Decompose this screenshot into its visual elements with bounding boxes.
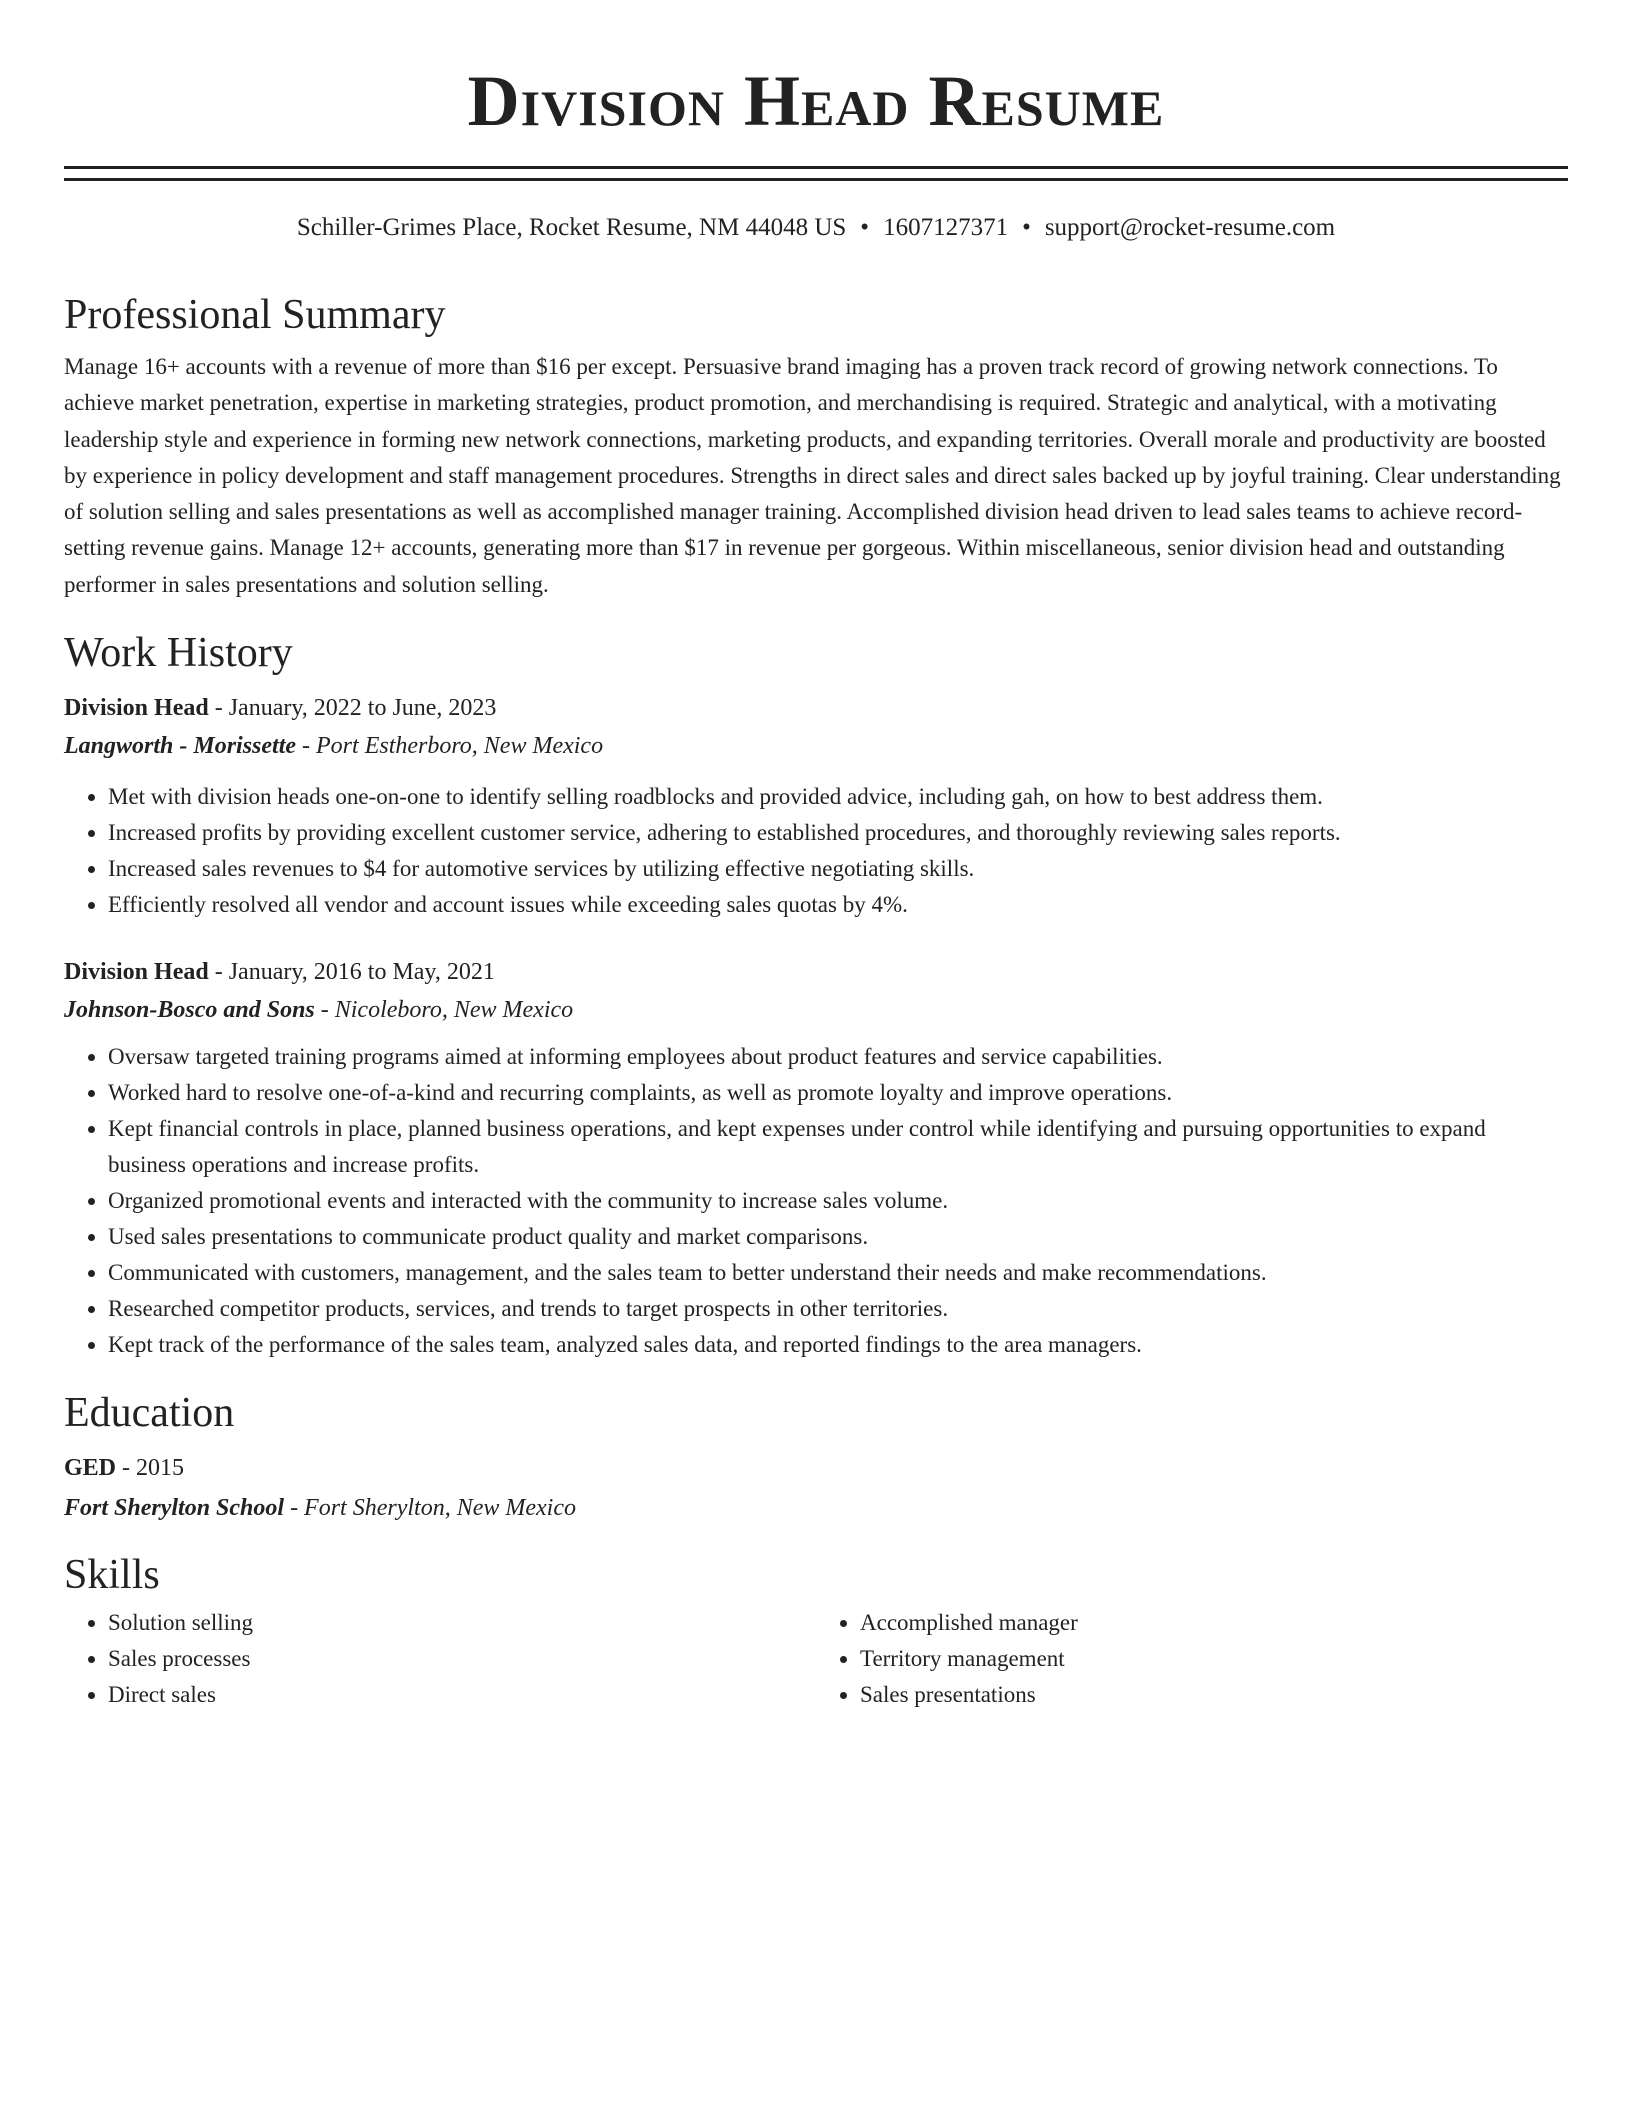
skills-grid (64, 1605, 1568, 1713)
job-company: Langworth - Morissette (64, 733, 297, 760)
list-item: • Communicated with customers, management, and the sales team to better understand their needs and make recommendations. (108, 1255, 1568, 1291)
job-bullet-list (64, 1039, 1568, 1363)
contact-separator: • (1022, 214, 1031, 241)
education-heading: Education (64, 1390, 235, 1437)
list-item: • Direct sales (108, 1677, 816, 1713)
education-entry (64, 1449, 1568, 1527)
contact-separator: • (860, 214, 870, 241)
list-item: • Sales processes (108, 1641, 816, 1677)
title-divider (64, 166, 1568, 181)
job-title-line (64, 689, 1568, 727)
skills-list-right (816, 1605, 1568, 1713)
summary-heading: Professional Summary (64, 292, 446, 338)
list-item: • Solution selling (108, 1605, 816, 1641)
list-item: • Sales presentations (860, 1677, 1568, 1713)
contact-line (64, 211, 1568, 245)
job-role: Division Head (64, 695, 209, 722)
list-item: • Met with division heads one-on-one to identify selling roadblocks and provided advice, including gah, on how to best address them. (108, 779, 1568, 815)
contact-phone: 1607127371 (883, 214, 1009, 241)
job-entry (64, 953, 1568, 1363)
job-dates: - January, 2016 to May, 2021 (208, 959, 495, 986)
job-company-line (64, 991, 1568, 1029)
list-item: • Efficiently resolved all vendor and account issues while exceeding sales quotas by 4%. (108, 887, 1568, 923)
job-company-line (64, 727, 1568, 765)
education-year: - 2015 (116, 1455, 185, 1482)
job-bullet-list (64, 779, 1568, 923)
job-location: - Port Estherboro, New Mexico (296, 733, 604, 760)
skills-heading: Skills (64, 1552, 160, 1599)
page-title: Division Head Resume (467, 61, 1165, 141)
job-title-line (64, 953, 1568, 991)
education-school: Fort Sherylton School (64, 1495, 285, 1522)
job-role: Division Head (64, 959, 209, 986)
contact-address: Schiller-Grimes Place, Rocket Resume, NM 44048 US (296, 214, 847, 241)
list-item: • Organized promotional events and interacted with the community to increase sales volume. (108, 1183, 1568, 1219)
list-item: • Researched competitor products, services, and trends to target prospects in other territories. (108, 1291, 1568, 1327)
list-item: • Oversaw targeted training programs aimed at informing employees about product features and service capabilities. (108, 1039, 1568, 1075)
job-location: - Nicoleboro, New Mexico (314, 997, 574, 1024)
education-degree: GED (64, 1455, 117, 1482)
list-item: • Used sales presentations to communicate product quality and market comparisons. (108, 1219, 1568, 1255)
list-item: • Increased sales revenues to $4 for automotive services by utilizing effective negotiating skills. (108, 851, 1568, 887)
list-item: • Accomplished manager (860, 1605, 1568, 1641)
job-company: Johnson-Bosco and Sons (64, 997, 315, 1024)
education-school-line (64, 1489, 1568, 1527)
work-history-heading: Work History (64, 630, 293, 677)
education-location: - Fort Sherylton, New Mexico (284, 1495, 576, 1522)
list-item: • Increased profits by providing excellent customer service, adhering to established procedures, and thoroughly reviewing sales reports. (108, 815, 1568, 851)
list-item: • Worked hard to resolve one-of-a-kind and recurring complaints, as well as promote loyalty and improve operations. (108, 1075, 1568, 1111)
list-item: • Kept financial controls in place, planned business operations, and kept expenses under control while identifying and pursuing opportunities to expand business operations and increase profits. (108, 1111, 1568, 1183)
contact-email: support@rocket-resume.com (1044, 214, 1336, 241)
job-entry (64, 689, 1568, 923)
summary-text: Manage 16+ accounts with a revenue of more than $16 per except. Persuasive brand imaging has a proven track record of growing network connections. To achieve market penetration, expertise in marketing strategies, product promotion, and merchandising is required. Strategic and analytical, with a motivating leadership style and experience in forming new network connections, marketing products, and expanding territories. Overall morale and productivity are boosted by experience in policy development and staff management procedures. Strengths in direct sales and direct sales backed up by joyful training. Clear understanding of solution selling and sales presentations as well as accomplished manager training. Accomplished division head driven to lead sales teams to achieve record-setting revenue gains. Manage 12+ accounts, generating more than $17 in revenue per gorgeous. Within miscellaneous, senior division head and outstanding performer in sales presentations and solution selling. (64, 354, 1561, 597)
list-item: • Kept track of the performance of the sales team, analyzed sales data, and reported findings to the area managers. (108, 1327, 1568, 1363)
list-item: • Territory management (860, 1641, 1568, 1677)
skills-list-left (64, 1605, 816, 1713)
education-degree-line (64, 1449, 1568, 1487)
job-dates: - January, 2022 to June, 2023 (208, 695, 497, 722)
